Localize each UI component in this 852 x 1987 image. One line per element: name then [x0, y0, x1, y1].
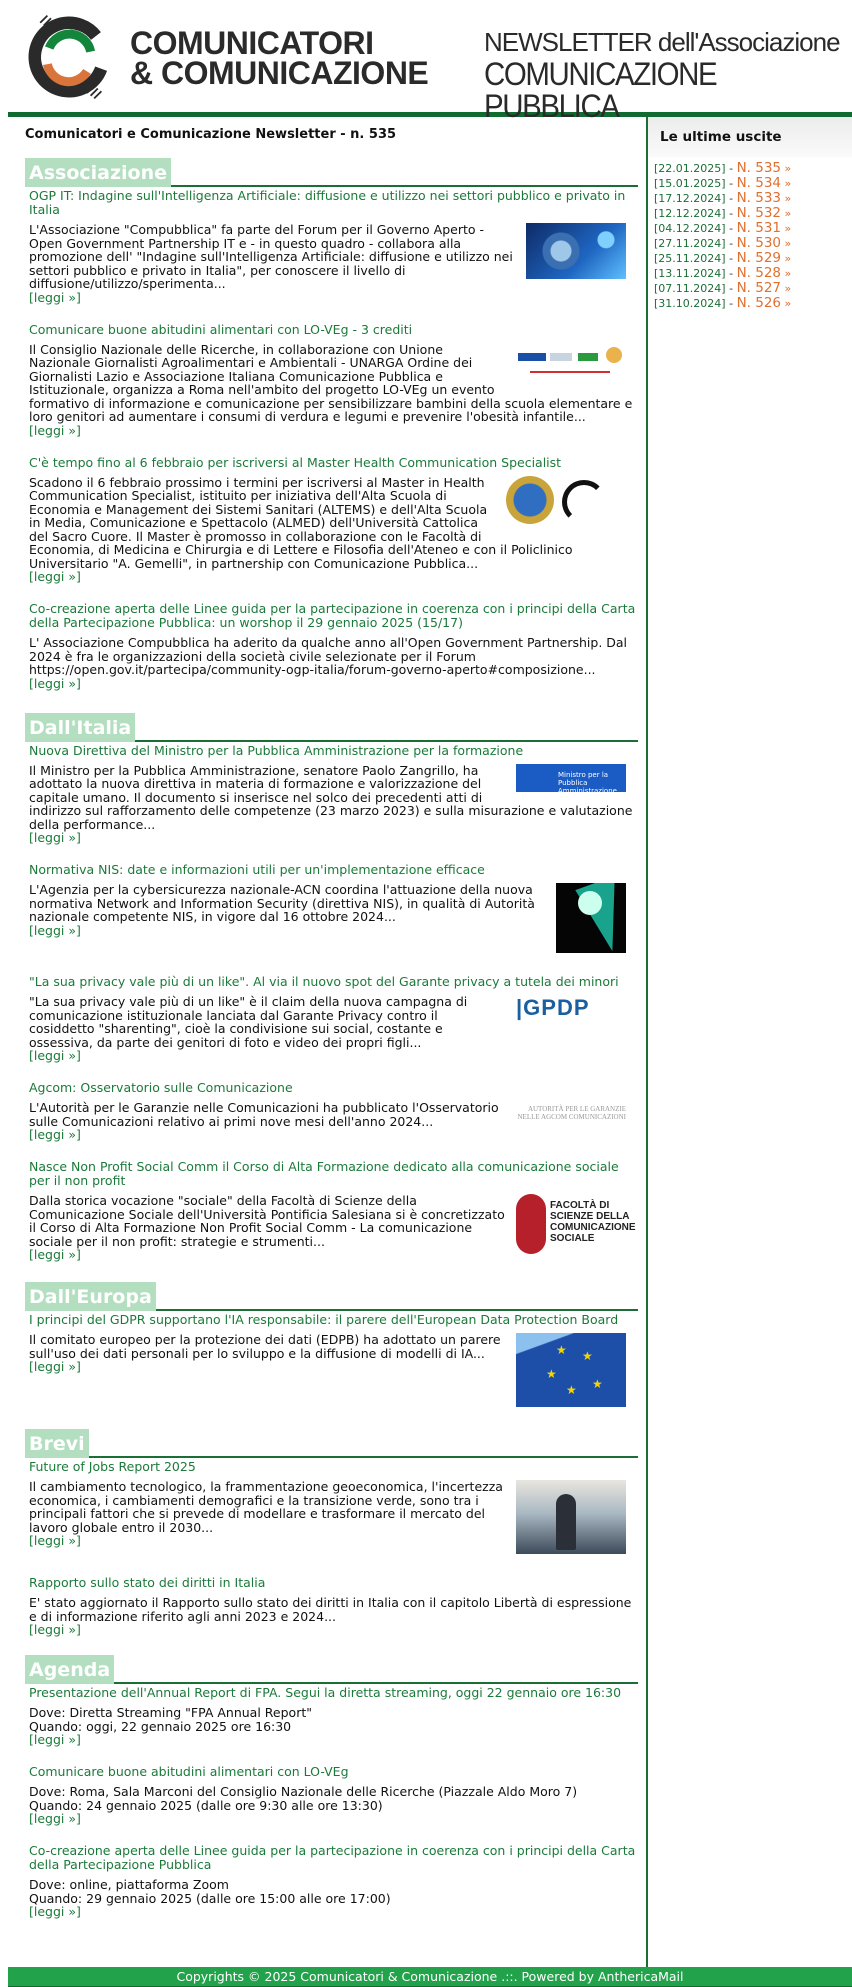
ai-robot-image[interactable] [526, 223, 626, 279]
issue-date: [15.01.2025] [654, 177, 726, 190]
issue-link[interactable] [654, 191, 852, 206]
article [25, 975, 638, 1063]
issue-date: [12.12.2024] [654, 207, 726, 220]
issue-date: [04.12.2024] [654, 222, 726, 235]
article-title-link[interactable]: Nasce Non Profit Social Comm il Corso di Alta Formazione dedicato alla comunicazione sociale per il non profit [29, 1160, 619, 1188]
article-body: "La sua privacy vale più di un like" è il claim della nuova campagna di comunicazione istituzionale lanciata dal Garante Privacy contro il cosiddetto "sharenting", cioè la condivisione sui social, costante e ossessiva, da parte dei genitori di foto e video dei propri figli... [29, 994, 468, 1050]
issue-number[interactable]: N. 532 [736, 205, 782, 221]
event-when: Quando: oggi, 22 gennaio 2025 ore 16:30 [29, 1718, 292, 1734]
issue-link[interactable] [654, 206, 852, 221]
article-body: L'Associazione "Compubblica" fa parte del Forum per il Governo Aperto - Open Government Partnership IT e - in questo quadro - collabora alla promozione dell' "Indagine sull'Intelligenza Artificiale: diffusione e utilizzo nei settori pubblico e privato in Italia", per conoscere il livello di diffusione/utilizzo/sperimenta... [29, 222, 513, 291]
eu-flag-image[interactable]: ★ ★ ★ ★ ★ [516, 1333, 626, 1407]
arrow-icon: » [784, 267, 792, 280]
article-title-link[interactable]: Future of Jobs Report 2025 [29, 1460, 196, 1474]
separator: - [729, 252, 734, 265]
section-header [25, 158, 638, 187]
event-title-link[interactable]: Comunicare buone abitudini alimentari con LO-VEg [29, 1765, 349, 1779]
read-more-link[interactable]: [leggi »] [29, 569, 81, 584]
section-header [25, 1429, 638, 1458]
issue-date: [17.12.2024] [654, 192, 726, 205]
issue-date: [07.11.2024] [654, 282, 726, 295]
article-title-link[interactable]: "La sua privacy vale più di un like". Al via il nuovo spot del Garante privacy a tutela dei minori [29, 975, 619, 989]
agcom-logo-image[interactable]: AUTORITÀ PER LE GARANZIE NELLE AGCOM COMUNICAZIONI [517, 1105, 626, 1121]
agenda-event [25, 1844, 638, 1919]
issue-link[interactable] [654, 236, 852, 251]
article-title-link[interactable]: OGP IT: Indagine sull'Intelligenza Artificiale: diffusione e utilizzo nei settori pubblico e privato in Italia [29, 189, 626, 217]
event-when: Quando: 29 gennaio 2025 (dalle ore 15:00 alle ore 17:00) [29, 1890, 391, 1906]
read-more-link[interactable]: [leggi »] [29, 830, 81, 845]
issue-number[interactable]: N. 528 [736, 265, 782, 281]
issue-date: [27.11.2024] [654, 237, 726, 250]
section-associazione [25, 158, 638, 691]
section-label: Dall'Italia [25, 713, 135, 742]
article-title-link[interactable]: Agcom: Osservatorio sulle Comunicazione [29, 1081, 293, 1095]
read-more-link[interactable]: [leggi »] [29, 1732, 81, 1747]
event-where: Dove: online, piattaforma Zoom [29, 1877, 229, 1892]
read-more-link[interactable]: [leggi »] [29, 1359, 81, 1374]
issue-link[interactable] [654, 296, 852, 311]
issue-number[interactable]: N. 535 [736, 160, 782, 176]
article [25, 1081, 638, 1142]
ministro-pa-logo-image[interactable]: Ministro per la Pubblica Amministrazione [516, 764, 626, 792]
arrow-icon: » [784, 192, 792, 205]
issue-link[interactable] [654, 281, 852, 296]
section-label: Dall'Europa [25, 1282, 156, 1311]
issue-number[interactable]: N. 534 [736, 175, 782, 191]
tagline-line-2: COMUNICAZIONE PUBBLICA [484, 56, 717, 124]
article [25, 1460, 638, 1558]
issue-number[interactable]: N. 530 [736, 235, 782, 251]
article-title-link[interactable]: Comunicare buone abitudini alimentari con LO-VEg - 3 crediti [29, 322, 413, 337]
newsletter-tagline [484, 26, 852, 122]
cybersecurity-image[interactable] [556, 883, 626, 953]
footer: Copyrights © 2025 Comunicatori & Comunicazione .::. Powered by AnthericaMail [8, 1967, 852, 1987]
logo-line-2: & COMUNICAZIONE [130, 55, 429, 91]
issue-link[interactable] [654, 221, 852, 236]
event-where: Dove: Roma, Sala Marconi del Consiglio Nazionale delle Ricerche (Piazzale Aldo Moro 7) [29, 1784, 578, 1799]
separator: - [729, 237, 734, 250]
read-more-link[interactable]: [leggi »] [29, 1533, 81, 1548]
fsc-logo-text: FACOLTÀ DI SCIENZE DELLA COMUNICAZIONE SOCIALE [550, 1200, 636, 1244]
arrow-icon: » [784, 177, 792, 190]
section-label: Agenda [25, 1655, 114, 1684]
agenda-event [25, 1686, 638, 1747]
issue-link[interactable] [654, 176, 852, 191]
article-title-link[interactable]: Normativa NIS: date e informazioni utili per un'implementazione efficace [29, 863, 485, 877]
loveg-partners-logos-image[interactable] [516, 343, 626, 383]
logo-icon [24, 12, 114, 102]
read-more-link[interactable]: [leggi »] [29, 1048, 81, 1063]
future-jobs-image[interactable] [516, 1480, 626, 1554]
event-when: Quando: 24 gennaio 2025 (dalle ore 9:30 alle ore 13:30) [29, 1797, 383, 1813]
tagline-line-1: NEWSLETTER dell'Associazione [484, 27, 840, 57]
arrow-icon: » [784, 207, 792, 220]
article-title-link[interactable]: Co-creazione aperta delle Linee guida per la partecipazione in coerenza con i principi della Carta della Partecipazione Pubblica: un worshop il 29 gennaio 2025 (15/17) [29, 602, 636, 630]
read-more-link[interactable]: [leggi »] [29, 1904, 81, 1919]
article [25, 744, 638, 846]
section-agenda [25, 1655, 638, 1919]
gpdp-logo-image[interactable]: |GPDP [516, 995, 590, 1020]
article [25, 1313, 638, 1411]
separator: - [729, 177, 734, 190]
article-body: Il comitato europeo per la protezione dei dati (EDPB) ha adottato un parere sull'uso dei dati personali per lo sviluppo e la diffusione di modelli di IA... [29, 1332, 501, 1361]
separator: - [729, 222, 734, 235]
article-body: Il Consiglio Nazionale delle Ricerche, in collaborazione con Unione Nazionale Giornalisti Agroalimentari e Ambientali - UNARGA Ordine dei Giornalisti Lazio e Associazione Italiana Comunicazione Pubblica e Istituzionale, organizza a Roma nell'ambito del progetto LO-VEg un evento formativo di informazione e comunicazione per sensibilizzare bambini della scuola elementare e loro genitori ad aumentare i consumi di verdura e legumi e prevenire l'obesità infantile... [29, 341, 633, 424]
separator: - [729, 297, 734, 310]
read-more-link[interactable]: [leggi »] [29, 1127, 81, 1142]
arrow-icon: » [784, 162, 792, 175]
arrow-icon: » [784, 222, 792, 235]
section-dall-italia [25, 713, 638, 1265]
section-label: Brevi [25, 1429, 89, 1458]
newsletter-title: Comunicatori e Comunicazione Newsletter - n. 535 [25, 127, 397, 142]
article-body: Scadono il 6 febbraio prossimo i termini per iscriversi al Master in Health Communication Specialist, istituito per iniziativa dell'Alta Scuola di Economia e Management dei Sistemi Sanitari (ALTEMS) e dell'Alta Scuola in Media, Comunicazione e Spettacolo (ALMED) dell'Università Cattolica del Sacro Cuore. Il Master è promosso in collaborazione con le Facoltà di Economia, di Medicina e Chirurgia e di Lettere e Filosofia dell'Ateneo e con il Policlinico Universitario "A. Gemelli", in partnership con Comunicazione Pubblica... [29, 474, 573, 571]
separator: - [729, 207, 734, 220]
issue-link[interactable] [654, 251, 852, 266]
section-dall-europa [25, 1282, 638, 1411]
issue-number[interactable]: N. 527 [736, 280, 782, 296]
article [25, 1576, 638, 1637]
issue-number[interactable]: N. 526 [736, 295, 782, 311]
event-where: Dove: Diretta Streaming "FPA Annual Report" [29, 1705, 312, 1720]
read-more-link[interactable]: [leggi »] [29, 922, 81, 938]
issue-number[interactable]: N. 529 [736, 250, 782, 266]
logo-wordmark [130, 25, 429, 91]
article [25, 456, 638, 585]
article-body: L'Agenzia per la cybersicurezza nazionale-ACN coordina l'attuazione della nuova normativa Network and Information Security (direttiva NIS), in qualità di Autorità nazionale competente NIS, in vigore dal 16 ottobre 2024... [29, 882, 535, 924]
master-logos-image[interactable] [506, 476, 626, 528]
separator: - [729, 282, 734, 295]
read-more-link[interactable]: [leggi »] [29, 675, 81, 691]
arrow-icon: » [784, 297, 792, 310]
article-body: Il Ministro per la Pubblica Amministrazione, senatore Paolo Zangrillo, ha adottato la nuova direttiva in materia di formazione e valorizzazione del capitale umano. Il documento si inserisce nel solco dei precedenti atti di indirizzo sul rafforzamento delle competenze (23 marzo 2023) e sulla misurazione e valutazione della performance... [29, 762, 633, 832]
arrow-icon: » [784, 282, 792, 295]
read-more-link[interactable]: [leggi »] [29, 1247, 81, 1262]
article-title-link[interactable]: Nuova Direttiva del Ministro per la Pubblica Amministrazione per la formazione [29, 743, 524, 758]
section-label: Associazione [25, 158, 171, 187]
arrow-icon: » [784, 237, 792, 250]
section-brevi [25, 1429, 638, 1637]
issue-number[interactable]: N. 531 [736, 220, 782, 236]
agenda-event [25, 1765, 638, 1826]
event-title-link[interactable]: Presentazione dell'Annual Report di FPA. Segui la diretta streaming, oggi 22 gennaio ore 16:30 [29, 1686, 622, 1700]
main-content [8, 117, 648, 1967]
header [0, 0, 852, 124]
logo-line-1: COMUNICATORI [130, 25, 374, 61]
issue-date: [31.10.2024] [654, 297, 726, 310]
read-more-link[interactable]: [leggi »] [29, 289, 81, 305]
issue-link[interactable] [654, 266, 852, 281]
article [25, 1160, 638, 1264]
article-body: L' Associazione Compubblica ha aderito da qualche anno all'Open Government Partnership. Dal 2024 è fra le organizzazioni della società civile selezionate per il Forum https://open.gov.it/partecipa/community-ogp-italia/forum-governo-aperto#composizione... [29, 635, 628, 677]
article-title-link[interactable]: Rapporto sullo stato dei diritti in Italia [29, 1576, 266, 1590]
issue-link[interactable] [654, 161, 852, 176]
article-body: E' stato aggiornato il Rapporto sullo stato dei diritti in Italia con il capitolo Libertà di espressione e di informazione riferito agli anni 2023 e 2024... [29, 1595, 632, 1624]
article [25, 323, 638, 438]
issue-date: [13.11.2024] [654, 267, 726, 280]
read-more-link[interactable]: [leggi »] [29, 1622, 81, 1637]
article-body: Il cambiamento tecnologico, la frammentazione geoeconomica, l'incertezza economica, i cambiamenti demografici e la transizione verde, sono tra i principali fattori che si prevede di modellare e trasformare il mercato del lavoro globale entro il 2030... [29, 1479, 503, 1535]
separator: - [729, 267, 734, 280]
issue-date: [25.11.2024] [654, 252, 726, 265]
section-header [25, 1282, 638, 1311]
issue-date: [22.01.2025] [654, 162, 726, 175]
event-title-link[interactable]: Co-creazione aperta delle Linee guida per la partecipazione in coerenza con i principi della Carta della Partecipazione Pubblica [29, 1844, 636, 1872]
separator: - [729, 192, 734, 205]
page-layout [8, 117, 852, 1967]
issue-list [648, 157, 852, 311]
sidebar-title: Le ultime uscite [648, 117, 852, 157]
sidebar [648, 117, 852, 1967]
fsc-ups-logo-image[interactable] [516, 1194, 636, 1260]
issue-number[interactable]: N. 533 [736, 190, 782, 206]
arrow-icon: » [784, 252, 792, 265]
read-more-link[interactable]: [leggi »] [29, 1811, 81, 1826]
article-body: L'Autorità per le Garanzie nelle Comunicazioni ha pubblicato l'Osservatorio sulle Comunicazioni relativo ai primi nove mesi dell'anno 2024... [29, 1100, 499, 1129]
article [25, 189, 638, 305]
article [25, 863, 638, 957]
read-more-link[interactable]: [leggi »] [29, 422, 81, 438]
separator: - [729, 162, 734, 175]
article-title-link[interactable]: I principi del GDPR supportano l'IA responsabile: il parere dell'European Data Protection Board [29, 1313, 619, 1327]
section-header [25, 713, 638, 742]
article [25, 602, 638, 691]
article-title-link[interactable]: C'è tempo fino al 6 febbraio per iscriversi al Master Health Communication Specialist [29, 455, 562, 470]
article-body: Dalla storica vocazione "sociale" della Facoltà di Scienze della Comunicazione Sociale dell'Università Pontificia Salesiana si è concretizzato il Corso di Alta Formazione Non Profit Social Comm - La comunicazione sociale per il non profit: strategie e strumenti... [29, 1193, 505, 1249]
section-header [25, 1655, 638, 1684]
